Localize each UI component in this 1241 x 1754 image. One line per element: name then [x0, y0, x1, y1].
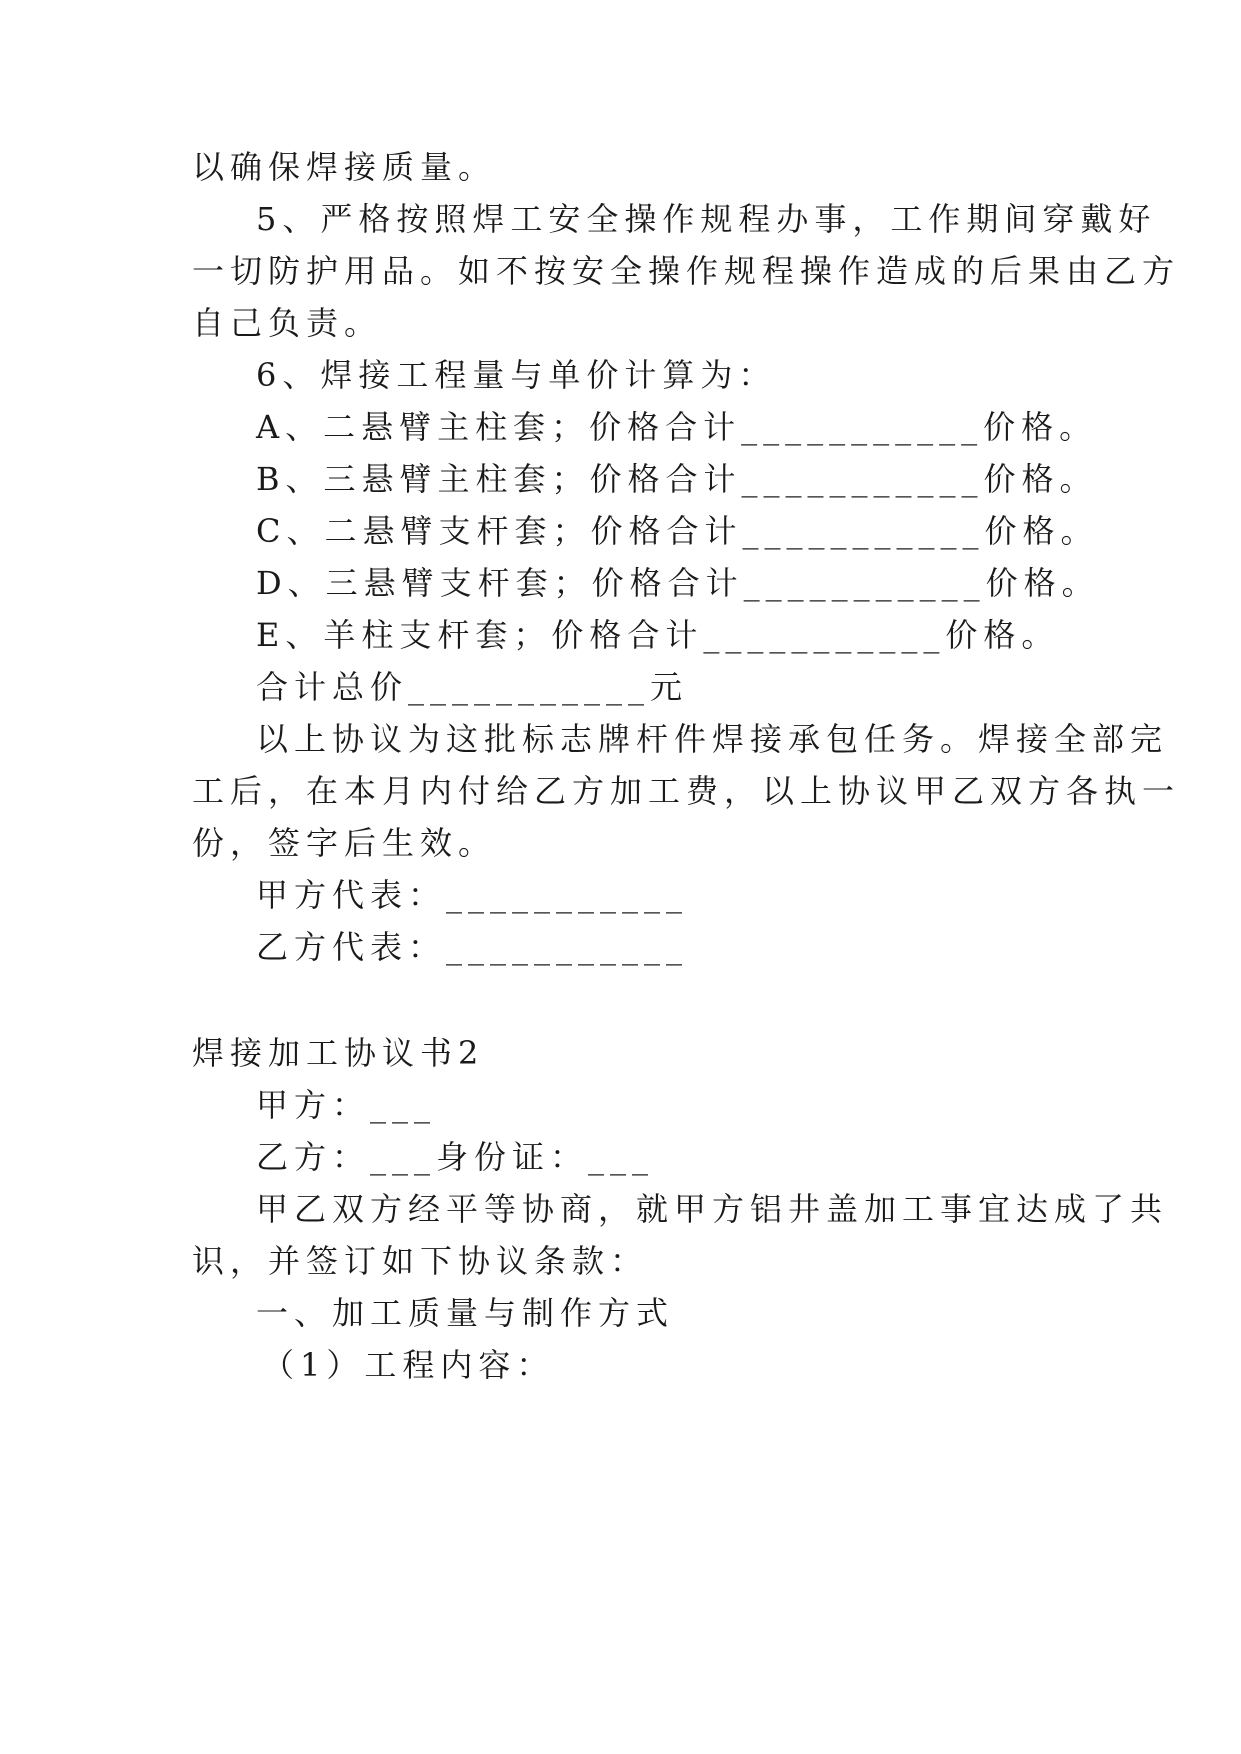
price-item-d: D、三悬臂支杆套；价格合计___________价格。: [256, 564, 1100, 602]
clause-5-line-3: 自己负责。: [192, 304, 383, 342]
summary-line-2: 工后，在本月内付给乙方加工费，以上协议甲乙双方各执一: [192, 772, 1181, 810]
total-price: 合计总价___________元: [256, 668, 689, 706]
party-b-field: 乙方：___身份证：___: [256, 1138, 655, 1176]
party-b-representative: 乙方代表：___________: [256, 928, 689, 966]
price-item-c: C、二悬臂支杆套；价格合计___________价格。: [256, 512, 1099, 550]
subheading-project-content: （1）工程内容：: [262, 1346, 555, 1384]
intro-line-2: 识，并签订如下协议条款：: [192, 1242, 649, 1280]
summary-line-1: 以上协议为这批标志牌杆件焊接承包任务。焊接全部完: [256, 720, 1169, 758]
clause-5-line-1: 5、严格按照焊工安全操作规程办事，工作期间穿戴好: [256, 200, 1157, 238]
price-item-e: E、羊柱支杆套；价格合计___________价格。: [256, 616, 1060, 654]
section-title: 焊接加工协议书2: [192, 1034, 485, 1072]
summary-line-3: 份，签字后生效。: [192, 824, 497, 862]
price-item-b: B、三悬臂主柱套；价格合计___________价格。: [256, 460, 1098, 498]
price-item-a: A、二悬臂主柱套；价格合计___________价格。: [256, 408, 1098, 446]
clause-5-line-2: 一切防护用品。如不按安全操作规程操作造成的后果由乙方: [192, 252, 1181, 290]
party-a-field: 甲方：___: [256, 1086, 437, 1124]
heading-processing-quality: 一、加工质量与制作方式: [256, 1294, 675, 1332]
party-a-representative: 甲方代表：___________: [256, 876, 689, 914]
paragraph-continuation: 以确保焊接质量。: [192, 148, 497, 186]
intro-line-1: 甲乙双方经平等协商，就甲方铝井盖加工事宜达成了共: [256, 1190, 1169, 1228]
clause-6: 6、焊接工程量与单价计算为：: [256, 356, 777, 394]
